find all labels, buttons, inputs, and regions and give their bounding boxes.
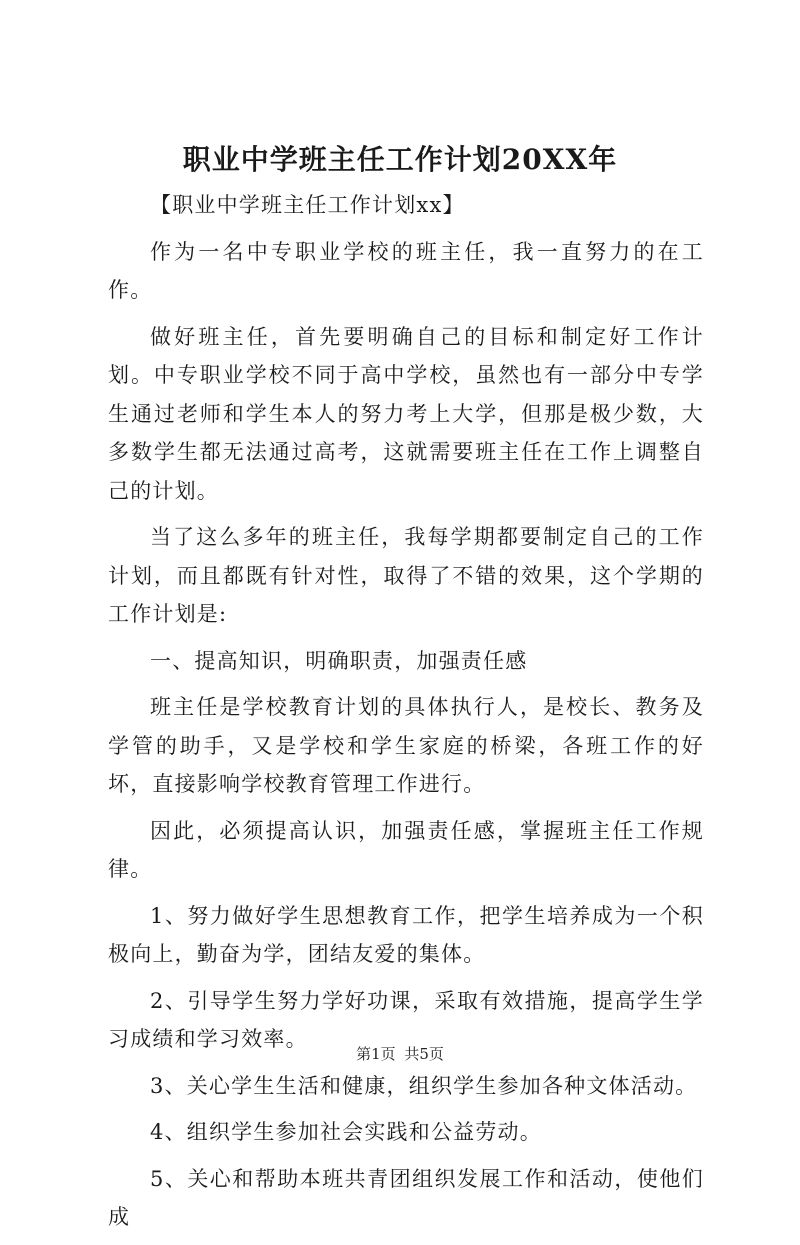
list-item-4: 4、组织学生参加社会实践和公益劳动。: [150, 1120, 542, 1144]
list-item-1: 1、努力做好学生思想教育工作，把学生培养成为一个积极向上，勤奋为学，团结友爱的集体。: [108, 903, 704, 966]
paragraph-intro: 作为一名中专职业学校的班主任，我一直努力的在工作。: [108, 239, 704, 302]
list-item-5: 5、关心和帮助本班共青团组织发展工作和活动，使他们成: [108, 1166, 704, 1229]
paragraph-goals: 做好班主任，首先要明确自己的目标和制定好工作计划。中专职业学校不同于高中学校，虽然也有一部分中专学生通过老师和学生本人的努力考上大学，但那是极少数，大多数学生都无法通过高考，这就需要班主任在工作上调整自己的计划。: [108, 324, 704, 503]
paragraph-plan-lead: 当了这么多年的班主任，我每学期都要制定自己的工作计划，而且都既有针对性，取得了不错的效果，这个学期的工作计划是:: [108, 525, 704, 626]
list-item-3: 3、关心学生生活和健康，组织学生参加各种文体活动。: [150, 1073, 698, 1098]
paragraph-therefore: 因此，必须提高认识，加强责任感，掌握班主任工作规律。: [108, 818, 704, 881]
paragraph-subtitle: 【职业中学班主任工作计划xx】: [150, 193, 465, 217]
page-total: 共5页: [404, 1045, 444, 1063]
document-title: 职业中学班主任工作计划20XX年: [182, 143, 618, 176]
section-heading-1: 一、提高知识，明确职责，加强责任感: [150, 648, 528, 673]
page-number: 第1页: [356, 1045, 396, 1063]
document-body: [108, 186, 704, 1245]
paragraph-role: 班主任是学校教育计划的具体执行人，是校长、教务及学管的助手，又是学校和学生家庭的桥梁，各班工作的好坏，直接影响学校教育管理工作进行。: [108, 695, 704, 796]
list-item-2: 2、引导学生努力学好功课，采取有效措施，提高学生学习成绩和学习效率。: [108, 988, 704, 1051]
page-footer: [0, 1044, 800, 1064]
